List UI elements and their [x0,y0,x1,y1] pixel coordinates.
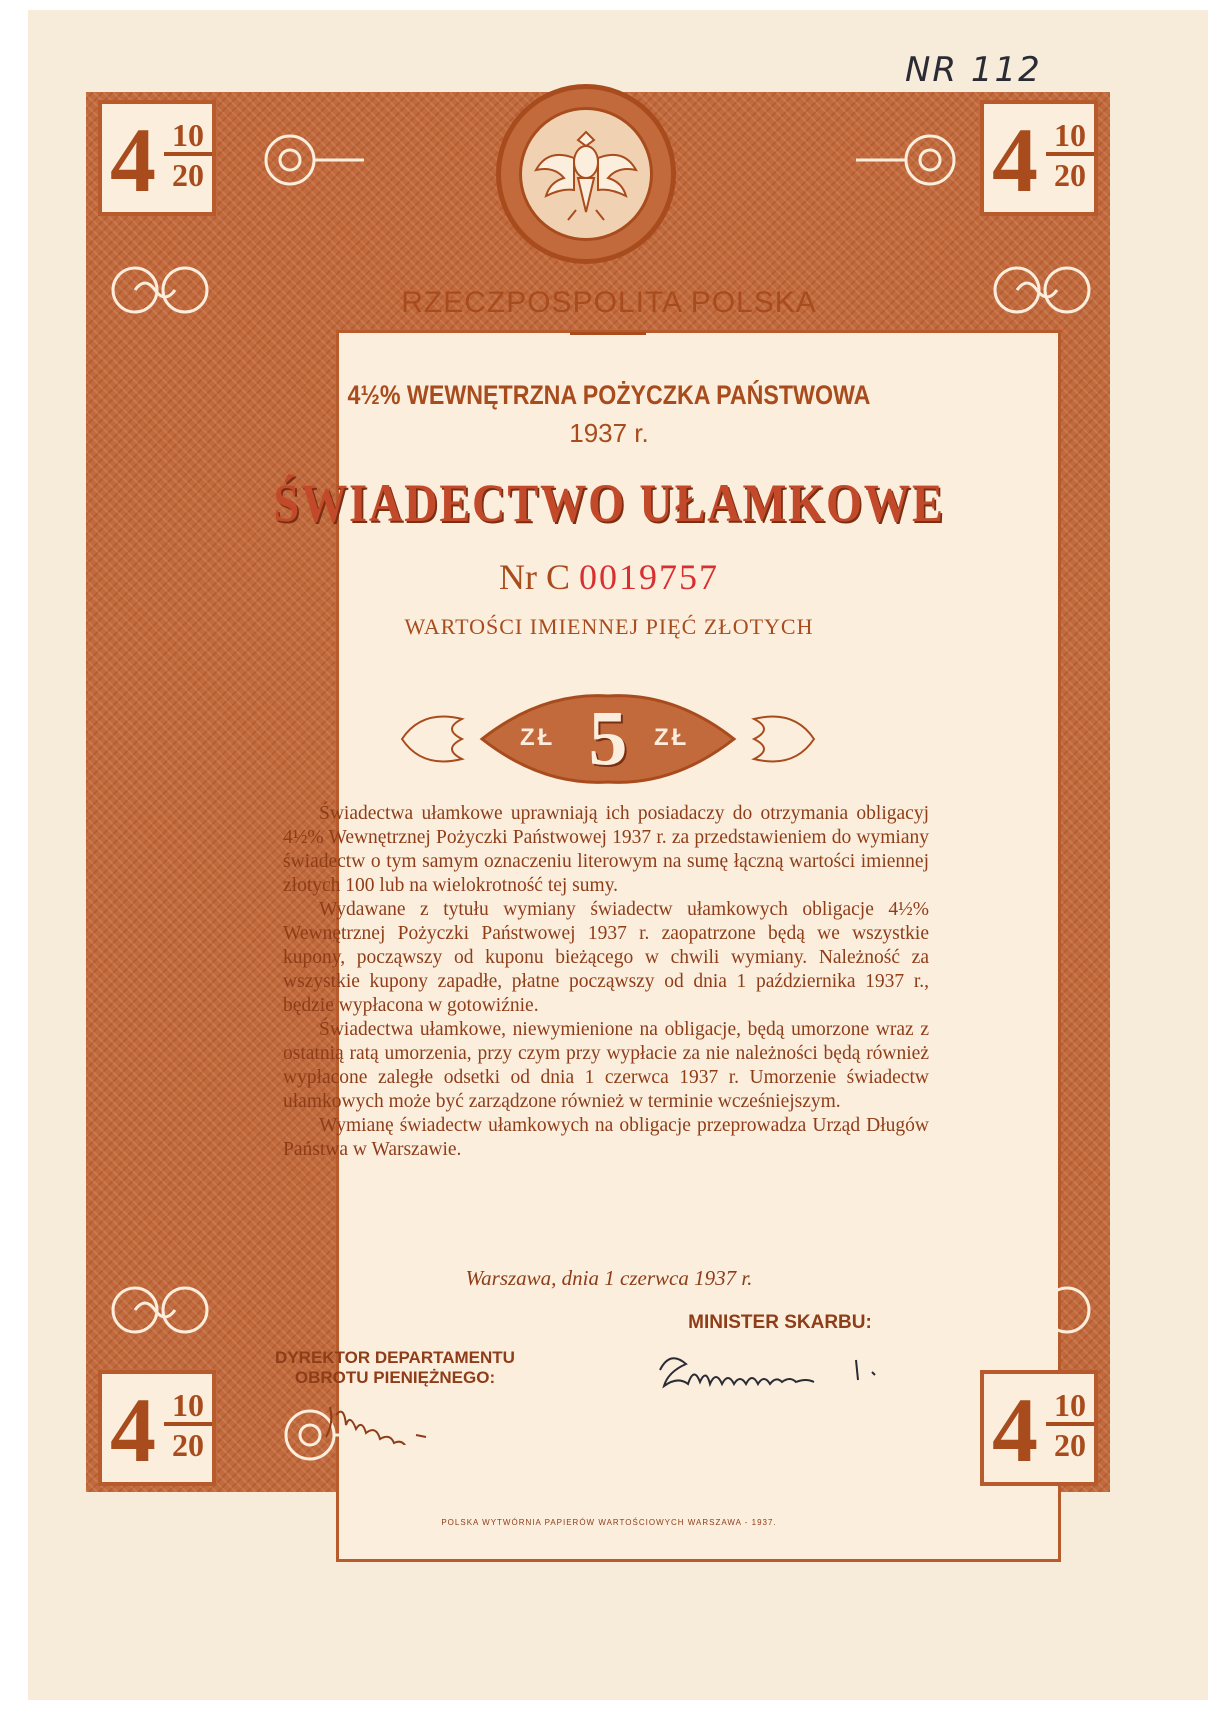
denomination-cartouche [392,684,824,794]
eagle-emblem-icon [522,110,650,238]
corner-fraction [1046,118,1094,194]
corner-mark-bottom-right [980,1370,1098,1486]
nominal-value: WARTOŚCI IMIENNEJ PIĘĆ ZŁOTYCH [404,614,814,639]
right-signatory-title: MINISTER SKARBU: [688,1312,872,1333]
corner-whole: 4 [992,109,1038,211]
corner-whole: 4 [992,1379,1038,1481]
scroll-ornament-icon [840,1395,960,1475]
certificate-title: ŚWIADECTWO UŁAMKOWE [273,473,945,533]
serial-value: 0019757 [579,557,719,597]
left-signatory-line1: DYREKTOR DEPARTAMENTU [275,1348,515,1367]
loan-title: 4½% WEWNĘTRZNA POŻYCZKA PAŃSTWOWA [347,380,871,410]
certificate-terms [283,802,929,1162]
terms-paragraph: Wymianę świadectw ułamkowych na obligacje przeprowadza Urząd Długów Państwa w Warszawie. [283,1115,929,1160]
terms-paragraph: Wydawane z tytułu wymiany świadectw ułamkowych obligacje 4½% Wewnętrznej Pożyczki Państwowej 1937 r. zaopatrzone będą we wszystkie kupony, począwszy od kuponu bieżącego w chwili wymiany. Należność za wszystkie kupony zapadłe, płatne począwszy od dnia 1 października 1937 r., będzie wypłacona w gotowiźnie. [283,899,929,1016]
corner-mark-bottom-left [98,1370,216,1486]
corner-numerator: 10 [1046,118,1094,156]
corner-whole: 4 [110,1379,156,1481]
terms-paragraph: Świadectwa ułamkowe, niewymienione na obligacje, będą umorzone wraz z ostatnią ratą umorzenia, przy czym przy wypłacie za nie należności będą również wypłacone zaległe odsetki od dnia 1 czerwca 1937 r. Umorzenie świadectw ułamkowych może być zarządzone również w terminie wcześniejszym. [283,1019,929,1112]
corner-fraction [1046,1388,1094,1464]
corner-fraction [164,1388,212,1464]
left-signature-icon [320,1395,470,1445]
right-signature-icon [650,1342,900,1396]
corner-denominator: 20 [1054,157,1086,193]
left-signatory-title [270,1348,520,1388]
denomination-left-currency: ZŁ [520,724,556,751]
emblem-medallion [496,84,676,264]
printer-imprint: POLSKA WYTWÓRNIA PAPIERÓW WARTOŚCIOWYCH WARSZAWA - 1937. [441,1518,777,1527]
corner-mark-top-right [980,100,1098,216]
corner-fraction [164,118,212,194]
corner-denominator: 20 [172,157,204,193]
loan-year: 1937 r. [569,418,649,448]
corner-denominator: 20 [1054,1427,1086,1463]
serial-number [0,556,1218,598]
scroll-ornament-icon [850,120,970,200]
corner-denominator: 20 [172,1427,204,1463]
issuer-title: RZECZPOSPOLITA POLSKA [401,286,817,319]
denomination-right-currency: ZŁ [654,724,690,751]
title-divider [570,332,646,335]
corner-numerator: 10 [164,118,212,156]
corner-whole: 4 [110,109,156,211]
denomination-value: 5 [588,694,628,781]
handwritten-note: NR 112 [905,50,1042,90]
corner-mark-top-left [98,100,216,216]
terms-paragraph: Świadectwa ułamkowe uprawniają ich posiadaczy do otrzymania obligacyj 4½% Wewnętrznej Pożyczki Państwowej 1937 r. za przedstawieniem do wymiany świadectw o tym samym oznaczeniu literowym na sumę łączną wartości imiennej złotych 100 lub na wielokrotność tej sumy. [283,803,929,896]
place-and-date: Warszawa, dnia 1 czerwca 1937 r. [465,1266,753,1290]
corner-numerator: 10 [164,1388,212,1426]
scroll-ornament-icon [250,120,370,200]
corner-numerator: 10 [1046,1388,1094,1426]
emblem-inner [519,107,653,241]
left-signatory-line2: OBROTU PIENIĘŻNEGO: [294,1368,496,1387]
serial-prefix: Nr C [499,557,570,597]
